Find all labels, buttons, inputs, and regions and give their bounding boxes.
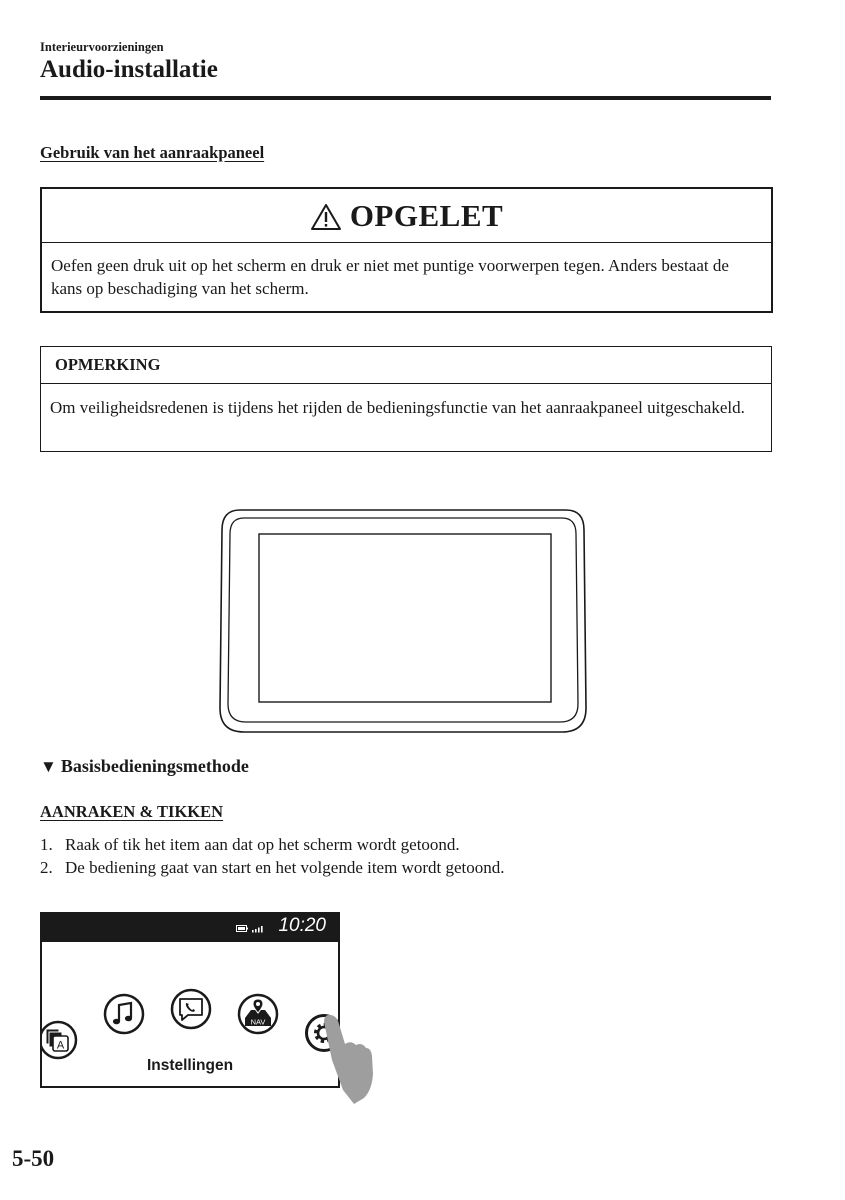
caution-box: [40, 187, 773, 313]
caution-header: [42, 189, 771, 243]
title-divider: [40, 96, 771, 100]
page-title: Audio-installatie: [40, 56, 218, 83]
step-list: [40, 834, 505, 879]
phone-icon[interactable]: [170, 988, 212, 1030]
step-item: [40, 834, 505, 857]
step-number: 2.: [40, 857, 53, 877]
note-text: Om veiligheidsredenen is tijdens het rijden de bedieningsfunctie van het aanraakpaneel uitgeschakeld.: [50, 398, 745, 417]
nav-badge: NAV: [250, 1017, 266, 1027]
page-number: 5-50: [12, 1146, 55, 1171]
step-number: 1.: [40, 835, 53, 854]
step-item: [40, 857, 505, 880]
warning-triangle-icon: [310, 203, 342, 231]
music-icon[interactable]: [103, 993, 145, 1035]
clock: 10:20: [278, 915, 326, 936]
procedure-heading: AANRAKEN & TIKKEN: [40, 802, 224, 821]
status-bar: [42, 914, 338, 942]
infotainment-screen: [40, 912, 340, 1088]
apps-badge: A: [56, 1039, 65, 1052]
note-box: [40, 346, 772, 452]
step-text: Raak of tik het item aan dat op het scherm wordt getoond.: [65, 835, 460, 854]
note-title: OPMERKING: [55, 355, 161, 374]
caution-title: OPGELET: [349, 197, 504, 233]
applications-icon[interactable]: [40, 1020, 78, 1060]
method-heading-text: Basisbedieningsmethode: [60, 756, 249, 776]
step-text: De bediening gaat van start en het volgende item wordt getoond.: [65, 857, 505, 877]
section-subheading: Gebruik van het aanraakpaneel: [40, 143, 265, 162]
selected-item-label: Instellingen: [146, 1057, 234, 1074]
touchscreen-illustration: [218, 508, 588, 734]
note-header: [41, 347, 771, 384]
navigation-icon[interactable]: [237, 993, 279, 1035]
finger-pointer-icon: [318, 1012, 376, 1106]
caution-text: Oefen geen druk uit op het scherm en druk er niet met puntige voorwerpen tegen. Anders bestaat de kans op beschadiging van het scherm.: [51, 256, 729, 298]
battery-signal-icon: [236, 924, 266, 934]
method-heading: [40, 756, 249, 777]
section-label: Interieurvoorzieningen: [40, 40, 164, 54]
triangle-marker-icon: ▼: [40, 757, 57, 776]
